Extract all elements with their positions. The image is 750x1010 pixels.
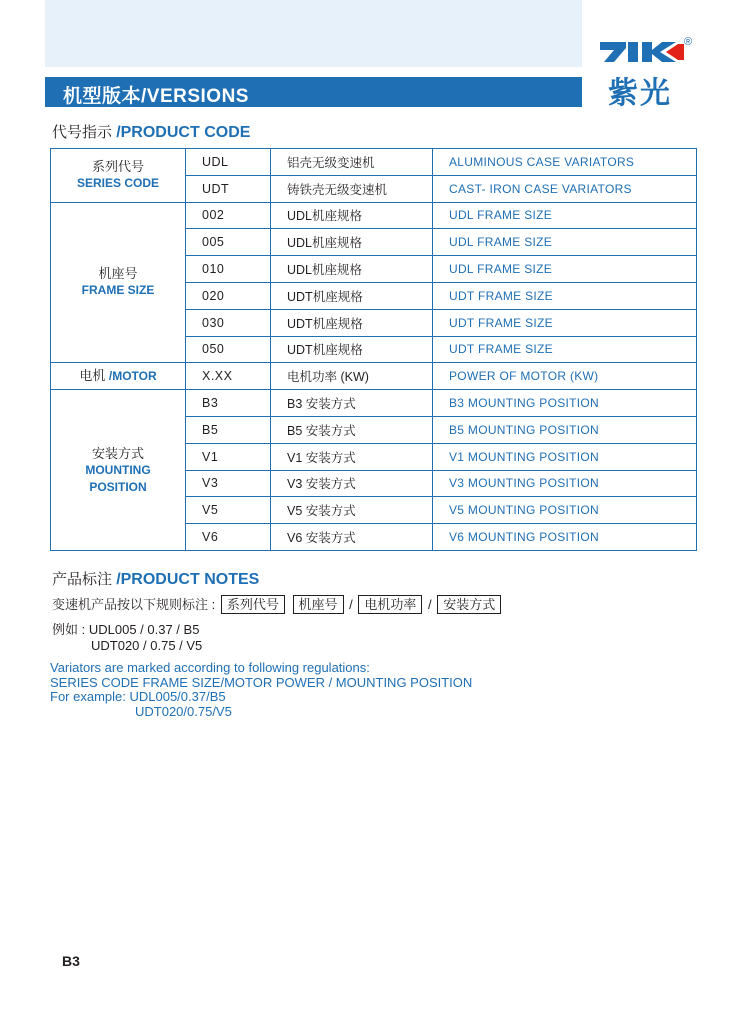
rule-box-motor-power: 电机功率 — [358, 595, 422, 614]
code-cell: 010 — [186, 256, 271, 283]
en-desc-cell: B3 MOUNTING POSITION — [433, 390, 697, 417]
product-notes-heading-cn: 产品标注 — [52, 571, 113, 588]
group-mounting-position — [51, 390, 186, 551]
brand-logo — [596, 38, 706, 113]
code-cell: V1 — [186, 443, 271, 470]
example-line-2 — [91, 638, 202, 653]
code-cell: V3 — [186, 470, 271, 497]
cn-desc-cell: B5 安装方式 — [271, 416, 433, 443]
cn-desc-cell: UDT机座规格 — [271, 336, 433, 363]
group-label-en: FRAME SIZE — [81, 283, 155, 298]
en-desc-cell: UDT FRAME SIZE — [433, 336, 697, 363]
code-cell: 002 — [186, 202, 271, 229]
group-series-code — [51, 149, 186, 203]
cn-desc-cell: V1 安装方式 — [271, 443, 433, 470]
cn-desc-cell: 铝壳无级变速机 — [271, 149, 433, 176]
example-prefix: 例如 : — [52, 622, 86, 637]
code-cell: 020 — [186, 282, 271, 309]
en-desc-cell: V6 MOUNTING POSITION — [433, 524, 697, 551]
en-desc-cell: UDL FRAME SIZE — [433, 229, 697, 256]
cn-desc-cell: UDL机座规格 — [271, 256, 433, 283]
group-label-cn: 系列代号 — [91, 159, 144, 175]
cn-desc-cell: UDL机座规格 — [271, 202, 433, 229]
example-line-1 — [52, 619, 199, 638]
en-note-line: Variators are marked according to following regulations: — [50, 660, 370, 675]
marking-rule-line — [52, 594, 503, 614]
en-desc-cell: UDT FRAME SIZE — [433, 309, 697, 336]
logo-mark-icon — [596, 38, 686, 66]
english-notes — [50, 661, 472, 719]
group-motor — [51, 363, 186, 390]
rule-box-series-code: 系列代号 — [221, 595, 285, 614]
group-label-cn: 机座号 — [98, 266, 138, 282]
table-row — [51, 363, 697, 390]
code-cell: 005 — [186, 229, 271, 256]
product-code-heading-en: /PRODUCT CODE — [116, 124, 251, 141]
code-cell: B5 — [186, 416, 271, 443]
section-title-bar — [45, 77, 582, 107]
product-code-table — [50, 148, 697, 551]
group-frame-size — [51, 202, 186, 363]
page-number: B3 — [62, 953, 80, 969]
en-desc-cell: UDT FRAME SIZE — [433, 282, 697, 309]
product-notes-heading — [52, 568, 259, 589]
rule-box-mounting: 安装方式 — [437, 595, 501, 614]
group-label-cn: 电机 — [79, 368, 106, 384]
cn-desc-cell: UDT机座规格 — [271, 282, 433, 309]
group-label-en: MOUNTING POSITION — [85, 462, 151, 494]
group-label-en: SERIES CODE — [76, 176, 160, 191]
code-cell: UDT — [186, 175, 271, 202]
table-row — [51, 202, 697, 229]
en-desc-cell: V3 MOUNTING POSITION — [433, 470, 697, 497]
cn-desc-cell: UDL机座规格 — [271, 229, 433, 256]
en-note-line: UDT020/0.75/V5 — [135, 703, 232, 719]
code-cell: V5 — [186, 497, 271, 524]
code-cell: UDL — [186, 149, 271, 176]
code-cell: B3 — [186, 390, 271, 417]
rule-separator: / — [349, 597, 353, 612]
code-cell: X.XX — [186, 363, 271, 390]
cn-desc-cell: B3 安装方式 — [271, 390, 433, 417]
code-cell: 030 — [186, 309, 271, 336]
cn-desc-cell: 电机功率 (KW) — [271, 363, 433, 390]
group-label-cn: 安装方式 — [91, 445, 144, 461]
rule-prefix: 变速机产品按以下规则标注 : — [52, 597, 216, 612]
en-desc-cell: V1 MOUNTING POSITION — [433, 443, 697, 470]
rule-separator: / — [428, 597, 432, 612]
product-code-heading-cn: 代号指示 — [52, 124, 113, 141]
en-desc-cell: UDL FRAME SIZE — [433, 202, 697, 229]
rule-box-frame-size: 机座号 — [293, 595, 344, 614]
cn-desc-cell: 铸铁壳无级变速机 — [271, 175, 433, 202]
product-code-heading — [52, 121, 250, 142]
group-label-en: /MOTOR — [108, 369, 157, 384]
registered-mark: ® — [684, 36, 693, 48]
en-note-line: SERIES CODE FRAME SIZE/MOTOR POWER / MOUNTING POSITION — [50, 674, 473, 690]
example-code: UDL005 / 0.37 / B5 — [88, 622, 200, 637]
logo-text: 紫光 — [608, 76, 672, 111]
en-desc-cell: UDL FRAME SIZE — [433, 256, 697, 283]
cn-desc-cell: V5 安装方式 — [271, 497, 433, 524]
code-cell: 050 — [186, 336, 271, 363]
section-title: 机型版本/VERSIONS — [63, 86, 249, 107]
en-desc-cell: CAST- IRON CASE VARIATORS — [433, 175, 697, 202]
en-desc-cell: B5 MOUNTING POSITION — [433, 416, 697, 443]
code-cell: V6 — [186, 524, 271, 551]
top-banner-band — [45, 0, 582, 67]
en-note-line: For example: UDL005/0.37/B5 — [50, 689, 226, 704]
en-desc-cell: POWER OF MOTOR (KW) — [433, 363, 697, 390]
cn-desc-cell: V6 安装方式 — [271, 524, 433, 551]
product-notes-heading-en: /PRODUCT NOTES — [116, 571, 260, 588]
table-row — [51, 149, 697, 176]
en-desc-cell: ALUMINOUS CASE VARIATORS — [433, 149, 697, 176]
example-code: UDT020 / 0.75 / V5 — [91, 638, 203, 653]
cn-desc-cell: V3 安装方式 — [271, 470, 433, 497]
table-row — [51, 390, 697, 417]
cn-desc-cell: UDT机座规格 — [271, 309, 433, 336]
en-desc-cell: V5 MOUNTING POSITION — [433, 497, 697, 524]
